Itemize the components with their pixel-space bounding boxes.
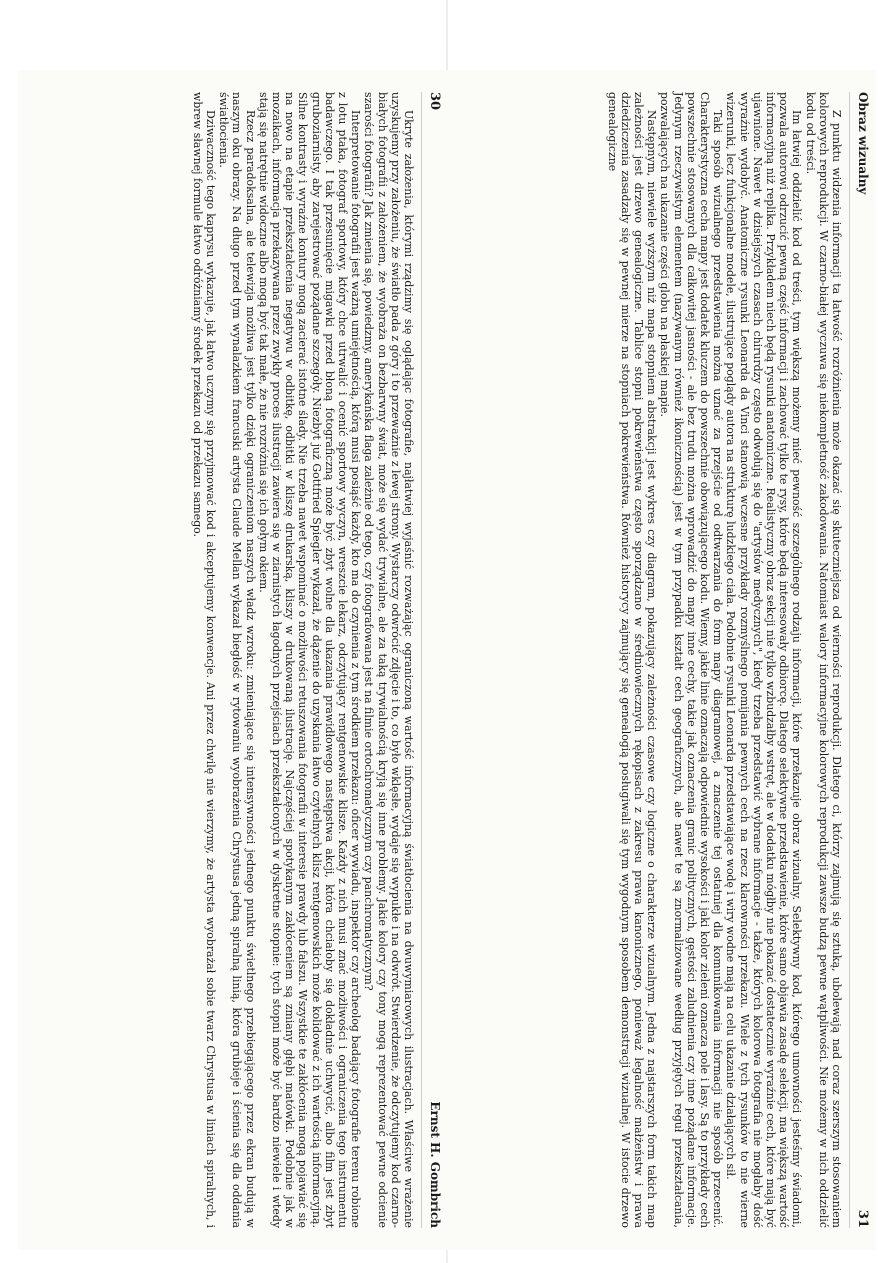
- left-running-head-author: Ernst H. Gombrich: [428, 1101, 442, 1228]
- left-paragraph: Dziwaczność tego kaprysu wykazuje, jak łatwo uczymy się przyjmować kod i akceptujemy konwencje. Ani przez chwilę nie wierzymy, że artysta wyobrażał sobie twarz Chrystusa w liniach spiralnych, i wbrew sławnej formule łatwo odróżniamy środek przekazu od przekazu samego.: [190, 92, 217, 1228]
- right-paragraph: Z punktu widzenia informacji ta łatwość rozróżnienia może okazać się skuteczniejsza od wierności reprodukcji. Dlatego ci, którzy zajmują się sztuką, ubolewają nad coraz szerszym stosowaniem kolorowych reprodukcji. W czarno-białej wyczuwa się niekompletność zakodowania. Natomiast walory informacyjne kolorowych reprodukcji zawsze budzą pewne wątpliwości. Nie możemy w nich oddzielić kodu od treści.: [803, 92, 843, 1228]
- right-page-number: 31: [855, 1209, 870, 1228]
- right-paragraph: Im łatwiej oddzielić kod od treści, tym większą możemy mieć pewność szczególnego rodzaju informacji, które przekazuje obraz wizualny. Selektywny kod, którego umowności jesteśmy świadomi, pozwala autorowi odrzucić pewną część informacji i zachować tylko te rysy, które będą interesowały odbiorcę. Dlatego selektywne przedstawienie, które samo objawia zasadę selekcji, ma większą wartość informacyjną niż replika. Przykładem niech będą rysunki anatomiczne. Realistyczny obraz sekcji nie tylko wzbudzałby wstręt, ale w dodatku mógłby nie pokazać dostatecznie wyraźnie cech, które mają być ujawnione. Nawet w dzisiejszych czasach chirurdzy często odwołują się do "artystów medycznych", kiedy trzeba przedstawić wybrane informacje - także, których kolorowa fotografia nie mogłaby dość wyraźnie wydobyć. Anatomiczne rysunki Leonarda da Vinci stanowią wczesne przykłady rozmyślnego pomijania pewnych cech na rzecz klarowności przekazu. Wiele z tych rysunków to nie wierne wizerunki, lecz funkcjonalne modele, ilustrujące poglądy autora na strukturę ludzkiego ciała. Podobnie rysunki Leonarda przedstawiające wodę i wiry wodne mają na celu ukazanie działających sił.: [724, 92, 804, 1228]
- left-paragraph: Rzecz paradoksalna, ale telewizja możliwa jest tylko dzięki ograniczeniom naszych władz wzroku: zmieniające się intensywności jednego punktu świetlnego przebiegającego przez ekran budują w naszym oku obrazy. Na długo przed tym wynalazkiem francuski artysta Claude Mellan wykazał biegłość w rytowaniu wyobrażenia Chrystusa jedną spiralną linią, która grubieje i ścienia się dla oddania światłocienia.: [217, 92, 257, 1228]
- left-paragraph: Ukryte założenia, którymi rządzimy się oglądając fotografie, najłatwiej wyjaśnić rozważając ograniczoną wartość informacyjną światłocienia na dwuwymiarowych ilustracjach. Właściwe wrażenie uzyskujemy przy założeniu, że światło pada z góry i to przeważnie z lewej strony. Wystarczy odwrócić zdjęcie i to, co było wklęsłe, wydaje się wypukłe i na odwrót. Stwierdzenie, że odczytujemy kod czarno-białych fotografii z założeniem, że wyobraża on bezbarwny świat, może się wydać trywialne, ale za taką trywialnością kryją się inne problemy. Jakie kolory czy tony mogą reprezentować pewne odcienie szarości fotografii? Jak zmienia się, powiedzmy, amerykańska flaga zależnie od tego, czy fotografowana jest na filmie ortochromatycznym czy panchromatycznym?: [362, 92, 415, 1228]
- left-page-number: 30: [427, 92, 442, 111]
- right-body-text: [605, 92, 843, 1228]
- right-paragraph: Taki sposób wizualnego przedstawienia można uznać za przejście od odtwarzania do form mapy diagramowej, a znaczenie tej ostatniej dla komunikowania informacji nie sposób przecenić. Charakterystyczna cecha mapy jest dodatek kluczem do powszechnie obowiązującego kodu. Wiemy, jakie linie oznaczają odpowiednie wysokości i jaki kolor zieleni oznacza pole i lasy. Są to przykłady cech powszechnie stosowanych dla całkowitej jasności - ale bez trudu można wprowadzić do mapy inne cechy, takie jak oznaczenia granic politycznych, gęstości zaludnienia czy inne pożądane informacje. Jedynym rzeczywistym elementem (nazywanym również ikonicznością) jest w tym przypadku kształt cech geograficznych, ale nawet te są znormalizowane według przyjętych reguł przekształcania, pozwalających na ukazanie części globu na płaskiej mapie.: [658, 92, 725, 1228]
- right-running-head: [849, 92, 870, 1228]
- right-paragraph: Następnym, niewiele wyższym niż mapa stopniem abstrakcji jest wykres czy diagram, pokazujący zależności czasowe czy logiczne o charakterze wizualnym. Jedna z najstarszych form takich map zależności jest drzewo genealogiczne. Tablice stopni pokrewieństwa często sporządzano w średniowiecznych rękopisach z zakresu prawa kanonicznego, ponieważ legalność małżeństw i prawa dziedziczenia zasadzały się w pewnej mierze na stopniach pokrewieństwa. Również historycy zajmujący się genealogią posługiwali się tym wygodnym sposobem demonstracji wizualnej. W istocie drzewo genealogiczne: [605, 92, 659, 1228]
- right-running-head-title: Obraz wizualny: [856, 92, 870, 195]
- left-paragraph: Interpretowanie fotografii jest ważną umiejętnością, którą musi posiąść każdy, kto ma do czynienia z tym środkiem przekazu: oficer wywiadu, inspektor czy archeolog badający fotografie terenu robione z lotu ptaka, fotograf sportowy, który chce utrwalić i ocenić sportowy wyczyn, wreszcie lekarz, odczytujący rentgenowskie klisze. Każdy z nich musi znać możliwości i ograniczenia tego instrumentu badawczego. I tak przesunięcie migawki przed błoną fotograficzną może być zbyt wolne dla ukazania prawidłowego następstwa akcji, która chciałoby się dokładnie uchwycić, albo film jest zbyt gruboziarnisty, aby zarejestrować pożądane szczegóły. Niezbyt już Gottfried Spiegler wykazał, że dążenie do uzyskania łatwo czytelnych klisz rentgenowskich może kolidować z ich wartością informacyjną. Silne kontrasty i wyraźne kontury mogą zacierać istotne ślady. Nie trzeba nawet wspominać o możliwości retuszowania fotografii w interesie prawdy lub fałszu. Wszystkie te zakłócenia mogą pojawiać się na nowo na etapie przekształcenia negatywu w odbitkę, odbitki w kliszę drukarską, kliszy w drukowaną ilustrację. Najczęściej spotykanym zakłóceniem są zmiany głębi matówki. Podobnie jak w mozaikach, informacja przekazywana przez zwykły proces ilustracji zawiera się w ziarnistych łagodnych przejściach przekształconych w dyskretne stopnie: tych stopni może być bardzo niewiele i wtedy stają się natrętnie widoczne albo mogą być tak małe, że nie rozróżnia się ich gołym okiem.: [256, 92, 363, 1228]
- left-page: [18, 70, 448, 1250]
- left-body-text: [191, 92, 415, 1228]
- left-running-head: [421, 92, 442, 1228]
- right-page: [446, 70, 876, 1250]
